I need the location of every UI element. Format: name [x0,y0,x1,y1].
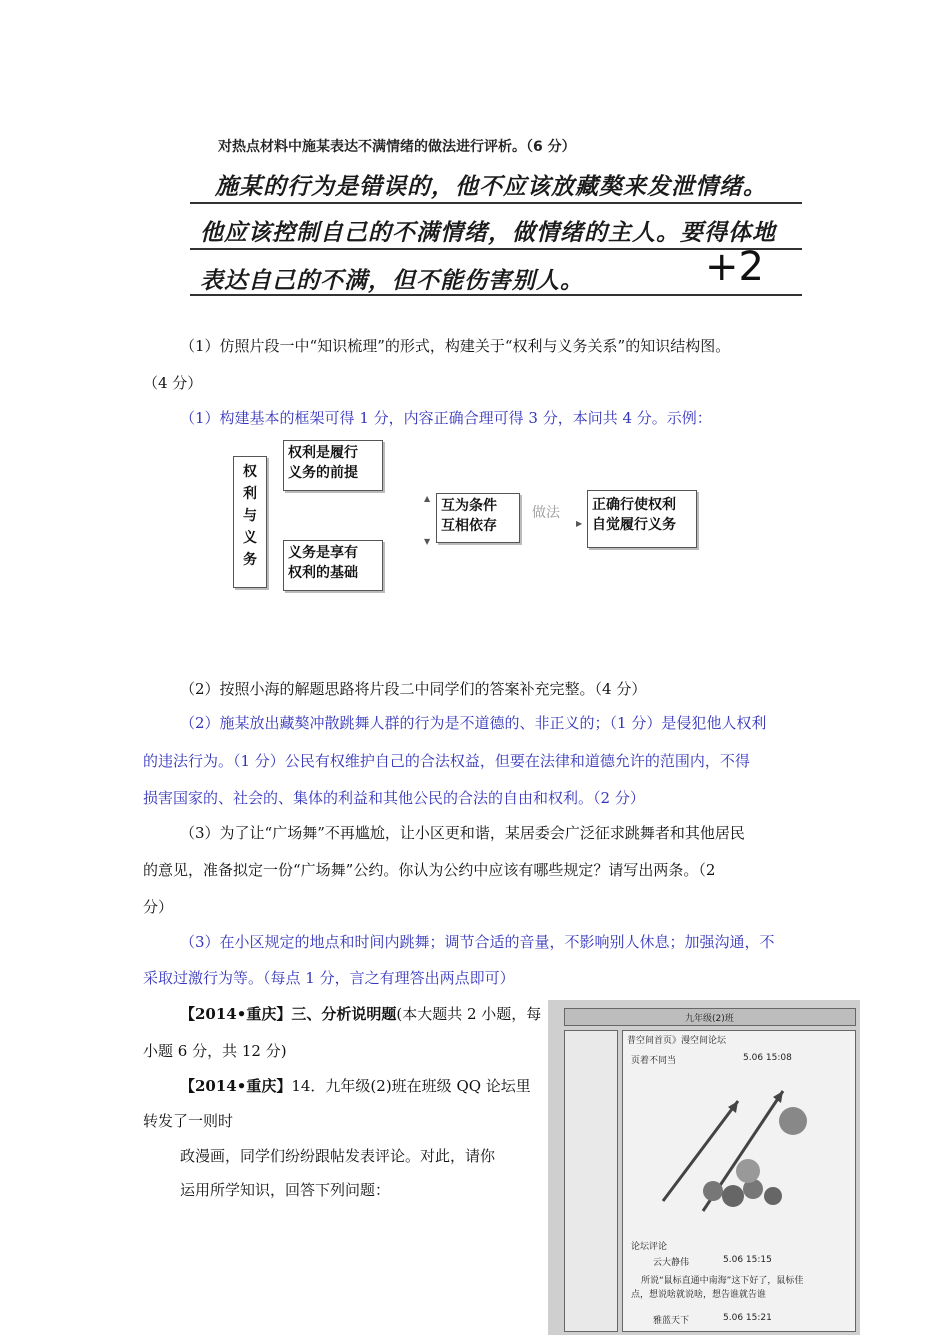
diagram-box-exercise-rights [587,490,697,548]
handwritten-line-2: 他应该控制自己的不满情绪，做情绪的主人。要得体地 [200,220,776,246]
diagram-text: 互为条件 [441,498,497,514]
political-cartoon-image [548,1000,860,1335]
score-mark: +2 [705,244,764,290]
comic-reply-user: 雅蓝天下 [653,1316,690,1326]
cartoon-drawing-icon [643,1071,833,1221]
diagram-left-char: 义 [243,530,257,546]
diagram-text: 互相依存 [441,518,497,534]
q3-answer-line: （3）在小区规定的地点和时间内跳舞；调节合适的音量，不影响别人休息；加强沟通，不 [180,933,775,951]
handwritten-line-3: 表达自己的不满，但不能伤害别人。 [200,268,584,294]
q1-prompt: （1）仿照片段一中“知识梳理”的形式，构建关于“权利与义务关系”的知识结构图。 [180,337,731,355]
comic-header-bar [564,1008,856,1026]
comic-reply-text: 点，想说啥就说啥，想告谁就告谁 [631,1290,767,1300]
comic-main-panel [622,1030,856,1332]
handwritten-line-1: 施某的行为是错误的，他不应该放藏獒来发泄情绪。 [215,174,767,200]
q2-prompt: （2）按照小海的解题思路将片段二中同学们的答案补充完整。（4 分） [180,680,647,698]
diagram-left-char: 利 [243,486,257,502]
section-note-line-2: 小题 6 分，共 12 分) [143,1042,287,1060]
comic-sidebar [564,1030,618,1332]
diagram-text: 自觉履行义务 [592,517,676,533]
q14-line-2: 转发了一则时 [143,1112,234,1130]
diagram-left-box [233,456,267,588]
q14-line-1 [180,1076,531,1096]
diagram-text: 义务是享有 [288,545,358,561]
q1-prompt-score: （4 分） [143,374,203,392]
q3-answer-line: 采取过激行为等。（每点 1 分，言之有理答出两点即可） [143,969,515,987]
q1-answer: （1）构建基本的框架可得 1 分，内容正确合理可得 3 分，本问共 4 分。示例： [180,409,712,427]
comic-subheader: 普空间首页》漫空间论坛 [627,1036,727,1046]
comic-reply-text: 所说“鼠标直通中南海”这下好了，鼠标佳 [641,1276,804,1286]
section-heading [180,1004,541,1024]
diagram-text: 权利是履行 [288,445,358,461]
q2-answer-line: 损害国家的、社会的、集体的利益和其他公民的合法的自由和权利。（2 分） [143,789,645,807]
diagram-left-char: 与 [243,508,257,524]
q2-answer-line: 的违法行为。（1 分）公民有权维护自己的合法权益，但要在法律和道德允许的范围内，不得 [143,752,750,770]
comic-reply-user: 云大静伟 [653,1258,690,1268]
arrow-down-icon: ▼ [424,537,431,546]
q14-line-3: 政漫画，同学们纷纷跟帖发表评论。对此，请你 [180,1147,496,1165]
answer-rule-1 [190,202,802,204]
q3-prompt-line: 分） [143,898,174,916]
answer-sheet-question: 对热点材料中施某表达不满情绪的做法进行评析。（6 分） [218,139,576,155]
q14-text: 14．九年级(2)班在班级 QQ 论坛里 [291,1077,531,1095]
arrow-up-icon: ▲ [424,494,431,503]
q14-line-4: 运用所学知识，回答下列问题： [180,1181,391,1199]
diagram-text: 正确行使权利 [592,497,676,513]
section-title: 三、分析说明题 [291,1005,397,1023]
comic-post-time: 5.06 15:08 [743,1053,792,1063]
arrow-right-icon: ▶ [576,519,583,528]
section-note: (本大题共 2 小题，每 [396,1005,542,1023]
comic-header: 九年级(2)班 [685,1014,734,1024]
diagram-left-char: 权 [243,464,257,480]
diagram-box-rights-premise [283,440,383,491]
comic-post-title: 页着不同当 [631,1056,677,1066]
diagram-text: 义务的前提 [288,465,358,481]
q2-answer-line: （2）施某放出藏獒冲散跳舞人群的行为是不道德的、非正义的；（1 分）是侵犯他人权利 [180,714,767,732]
q14-tag: 【2014•重庆】 [180,1077,292,1095]
q3-prompt-line: 的意见，准备拟定一份“广场舞”公约。你认为公约中应该有哪些规定？请写出两条。（2 [143,861,716,879]
comic-reply-time: 5.06 15:21 [723,1313,772,1323]
q3-prompt-line: （3）为了让“广场舞”不再尴尬，让小区更和谐，某居委会广泛征求跳舞者和其他居民 [180,824,745,842]
comic-reply-title: 论坛评论 [631,1242,668,1252]
diagram-middle-label: 做法 [532,505,560,521]
diagram-left-char: 务 [243,552,257,568]
comic-reply-time: 5.06 15:15 [723,1255,772,1265]
section-tag: 【2014•重庆】 [180,1005,292,1023]
diagram-box-interdependent [436,493,520,543]
diagram-text: 权利的基础 [288,565,358,581]
diagram-box-duty-basis [283,540,383,591]
